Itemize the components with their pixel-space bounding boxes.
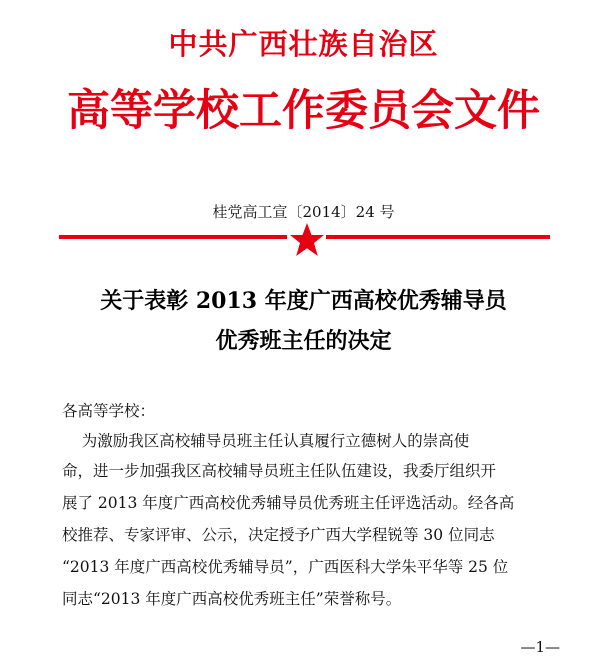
red-rule-left: [59, 235, 287, 239]
document-title-line-2: 优秀班主任的决定: [215, 328, 392, 354]
document-title-line-1: 关于表彰 2013 年度广西高校优秀辅导员: [100, 288, 507, 314]
paragraph-line: 为激励我区高校辅导员班主任认真履行立德树人的崇高使: [62, 432, 470, 450]
paragraph-line: 命，进一步加强我区高校辅导员班主任队伍建设，我委厅组织开: [62, 462, 497, 480]
document-number: 桂党高工宣〔2014〕24 号: [212, 203, 395, 221]
issuer-line-1: 中共广西壮族自治区: [168, 27, 439, 61]
page-number: —1—: [520, 638, 560, 656]
red-rule-right: [326, 235, 550, 239]
paragraph-line: 校推荐、专家评审、公示，决定授予广西大学程锐等 30 位同志: [62, 526, 495, 544]
paragraph-line: 同志“2013 年度广西高校优秀班主任”荣誉称号。: [62, 590, 402, 608]
issuer-line-2: 高等学校工作委员会文件: [67, 86, 540, 136]
paragraph-line: 展了 2013 年度广西高校优秀辅导员优秀班主任评选活动。经各高: [62, 494, 515, 512]
paragraph-line: “2013 年度广西高校优秀辅导员”，广西医科大学朱平华等 25 位: [62, 558, 509, 576]
red-star-icon: [288, 222, 326, 258]
salutation: 各高等学校：: [62, 402, 156, 420]
